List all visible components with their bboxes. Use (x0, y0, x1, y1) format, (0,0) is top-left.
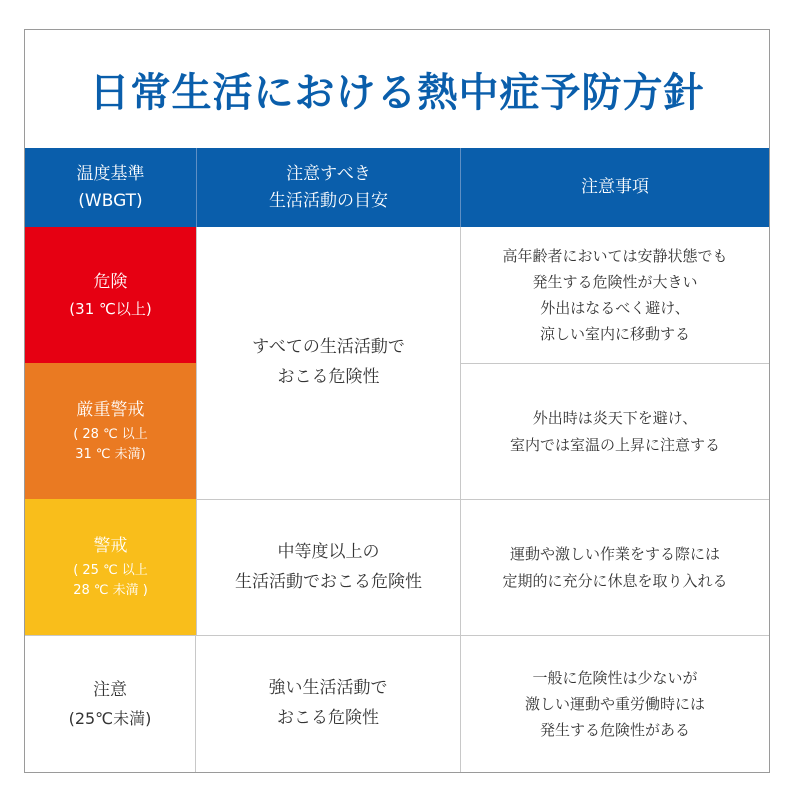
header-standard-line-2: (WBGT) (78, 190, 143, 211)
level-caution (25, 635, 196, 772)
note-warning (460, 499, 769, 635)
level-severe-name: 厳重警戒 (76, 399, 145, 420)
level-warning-name: 警戒 (93, 535, 128, 556)
header-standard-line-1: 温度基準 (76, 164, 145, 185)
level-severe-range-1: ( 28 ℃ 以上 (73, 426, 148, 442)
note-caution-line-2: 激しい運動や重労働時には (524, 694, 705, 713)
activity-strong-line-1: 強い生活活動で (268, 678, 388, 699)
page-title: 日常生活における熱中症予防方針 (89, 69, 705, 116)
header-activity (196, 148, 460, 227)
header-notes (460, 148, 769, 227)
level-caution-range: (25℃未満) (68, 708, 152, 728)
activity-strong-line-2: おこる危険性 (277, 708, 379, 728)
guideline-table-frame (24, 29, 770, 773)
note-severe-line-1: 外出時は炎天下を避け、 (532, 409, 698, 428)
level-warning (25, 499, 196, 635)
note-severe-warning (460, 363, 769, 499)
level-warning-range-1: ( 25 ℃ 以上 (73, 562, 148, 578)
level-severe-range-2: 31 ℃ 未満) (75, 447, 146, 463)
activity-moderate (196, 499, 460, 635)
activity-strong (196, 635, 460, 772)
activity-moderate-line-2: 生活活動でおこる危険性 (235, 571, 422, 592)
note-danger-line-1: 高年齢者においては安静状態でも (502, 246, 728, 265)
guideline-table (25, 148, 769, 772)
note-caution (460, 635, 769, 772)
note-danger-line-4: 涼しい室内に移動する (539, 325, 690, 344)
header-notes-label: 注意事項 (581, 177, 649, 198)
level-danger-range: (31 ℃以上) (69, 299, 152, 318)
level-severe-warning (25, 363, 196, 499)
note-danger-line-2: 発生する危険性が大きい (532, 272, 698, 291)
note-warning-line-2: 定期的に充分に休息を取り入れる (502, 571, 728, 590)
note-caution-line-3: 発生する危険性がある (539, 721, 690, 740)
header-activity-line-1: 注意すべき (286, 164, 371, 185)
activity-moderate-line-1: 中等度以上の (277, 541, 380, 562)
note-danger (460, 227, 769, 363)
level-danger (25, 227, 196, 363)
note-warning-line-1: 運動や激しい作業をする際には (509, 545, 720, 564)
level-caution-name: 注意 (93, 679, 127, 700)
activity-all-line-1: すべての生活活動で (252, 337, 405, 358)
activity-all-line-2: おこる危険性 (277, 367, 380, 387)
activity-all (196, 227, 460, 499)
note-severe-line-2: 室内では室温の上昇に注意する (509, 435, 720, 454)
note-caution-line-1: 一般に危険性は少ないが (532, 668, 698, 687)
level-warning-range-2: 28 ℃ 未満 ) (73, 583, 148, 599)
level-danger-name: 危険 (93, 271, 128, 292)
header-activity-line-2: 生活活動の目安 (269, 190, 388, 211)
note-danger-line-3: 外出はなるべく避け、 (540, 299, 690, 317)
header-standard (25, 148, 196, 227)
